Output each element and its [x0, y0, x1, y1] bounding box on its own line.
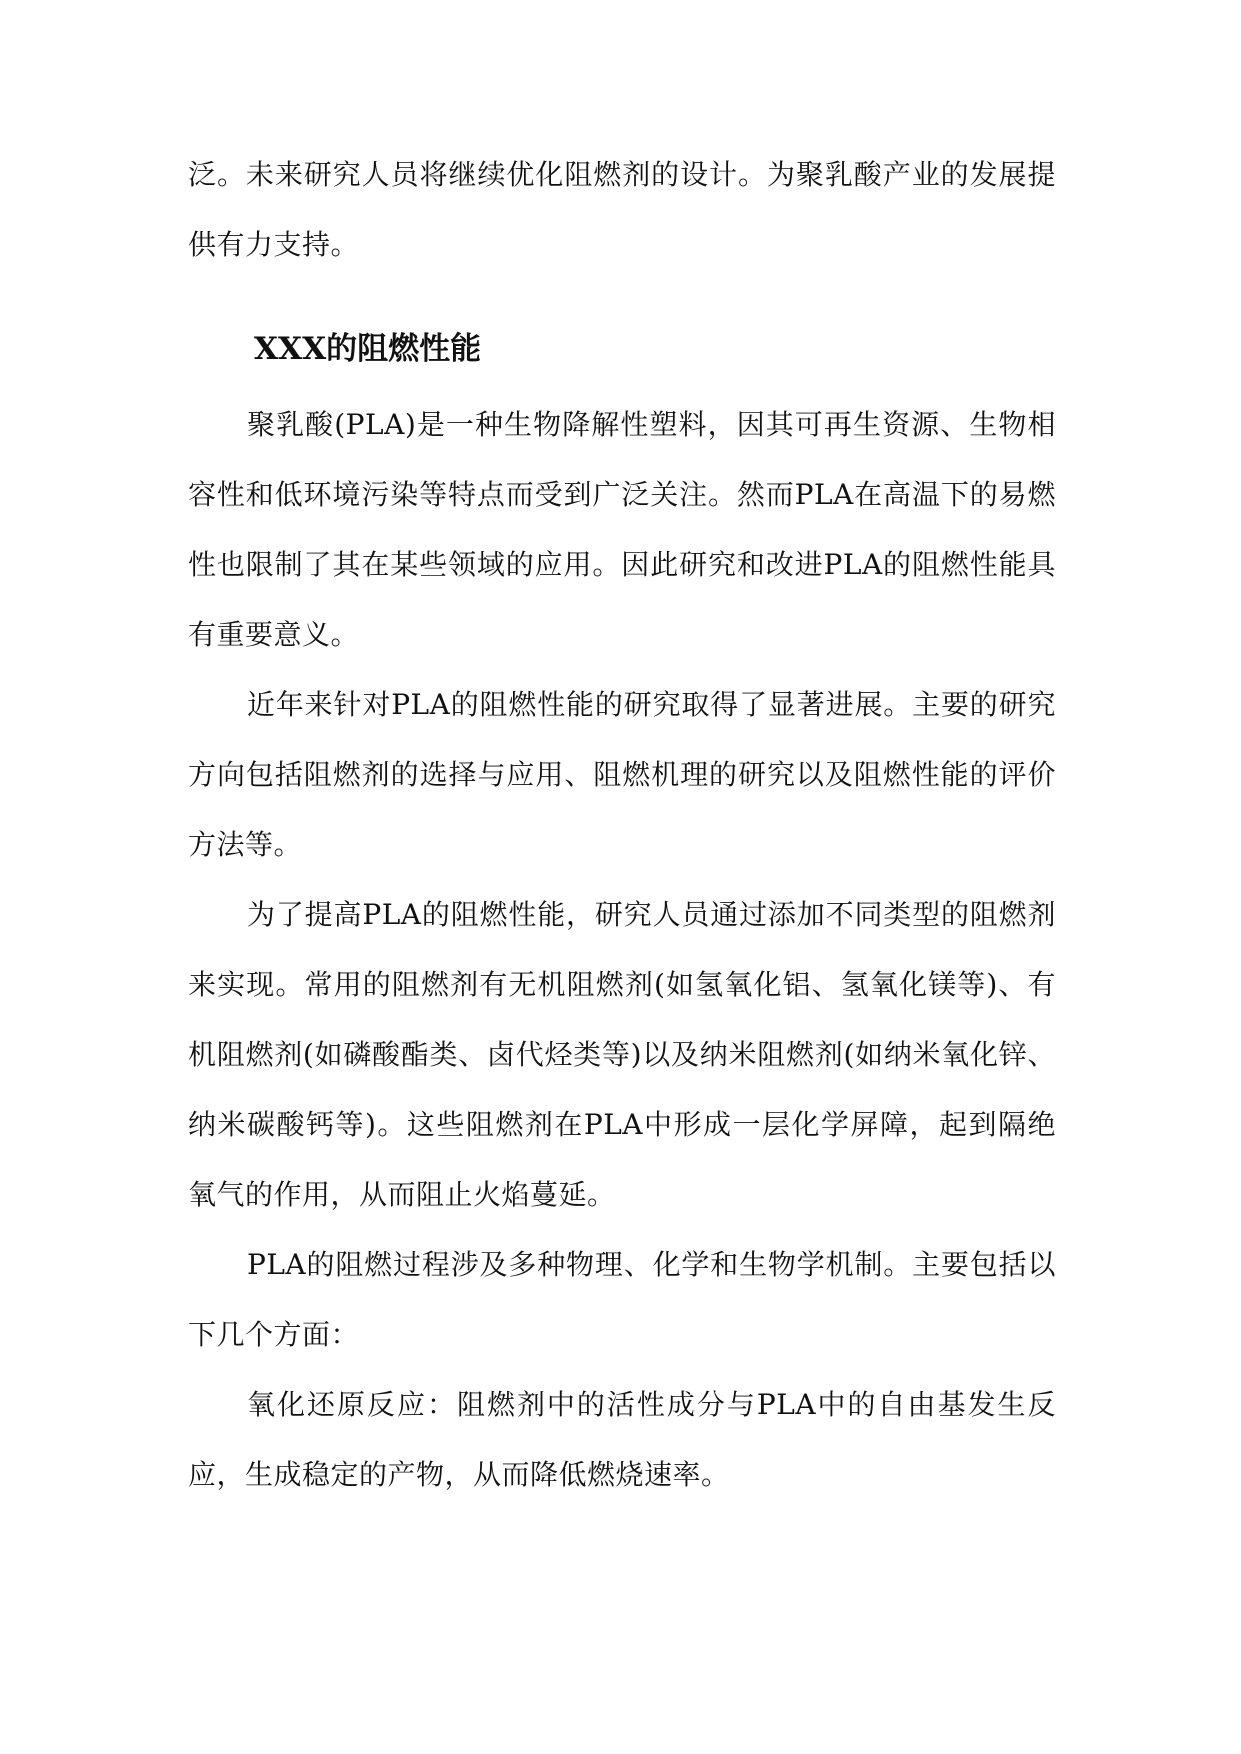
- paragraph-redox-reaction: 氧化还原反应：阻燃剂中的活性成分与PLA中的自由基发生反应，生成稳定的产物，从而降低燃烧速率。: [188, 1388, 1056, 1491]
- paragraph-mechanisms: PLA的阻燃过程涉及多种物理、化学和生物学机制。主要包括以下几个方面：: [188, 1248, 1056, 1351]
- intro-paragraph: 泛。未来研究人员将继续优化阻燃剂的设计。为聚乳酸产业的发展提供有力支持。: [188, 158, 1056, 261]
- document-body: [188, 140, 1056, 1510]
- paragraph-flame-retardants: 为了提高PLA的阻燃性能，研究人员通过添加不同类型的阻燃剂来实现。常用的阻燃剂有无机阻燃剂(如氢氧化铝、氢氧化镁等)、有机阻燃剂(如磷酸酯类、卤代烃类等)以及纳米阻燃剂(如纳米氧化锌、纳米碳酸钙等)。这些阻燃剂在PLA中形成一层化学屏障，起到隔绝氧气的作用，从而阻止火焰蔓延。: [188, 898, 1056, 1211]
- section-heading: XXX的阻燃性能: [254, 331, 482, 367]
- paragraph-research-progress: 近年来针对PLA的阻燃性能的研究取得了显著进展。主要的研究方向包括阻燃剂的选择与应用、阻燃机理的研究以及阻燃性能的评价方法等。: [188, 688, 1056, 861]
- paragraph-pla-overview: 聚乳酸(PLA)是一种生物降解性塑料，因其可再生资源、生物相容性和低环境污染等特点而受到广泛关注。然而PLA在高温下的易燃性也限制了其在某些领域的应用。因此研究和改进PLA的阻燃性能具有重要意义。: [188, 408, 1056, 651]
